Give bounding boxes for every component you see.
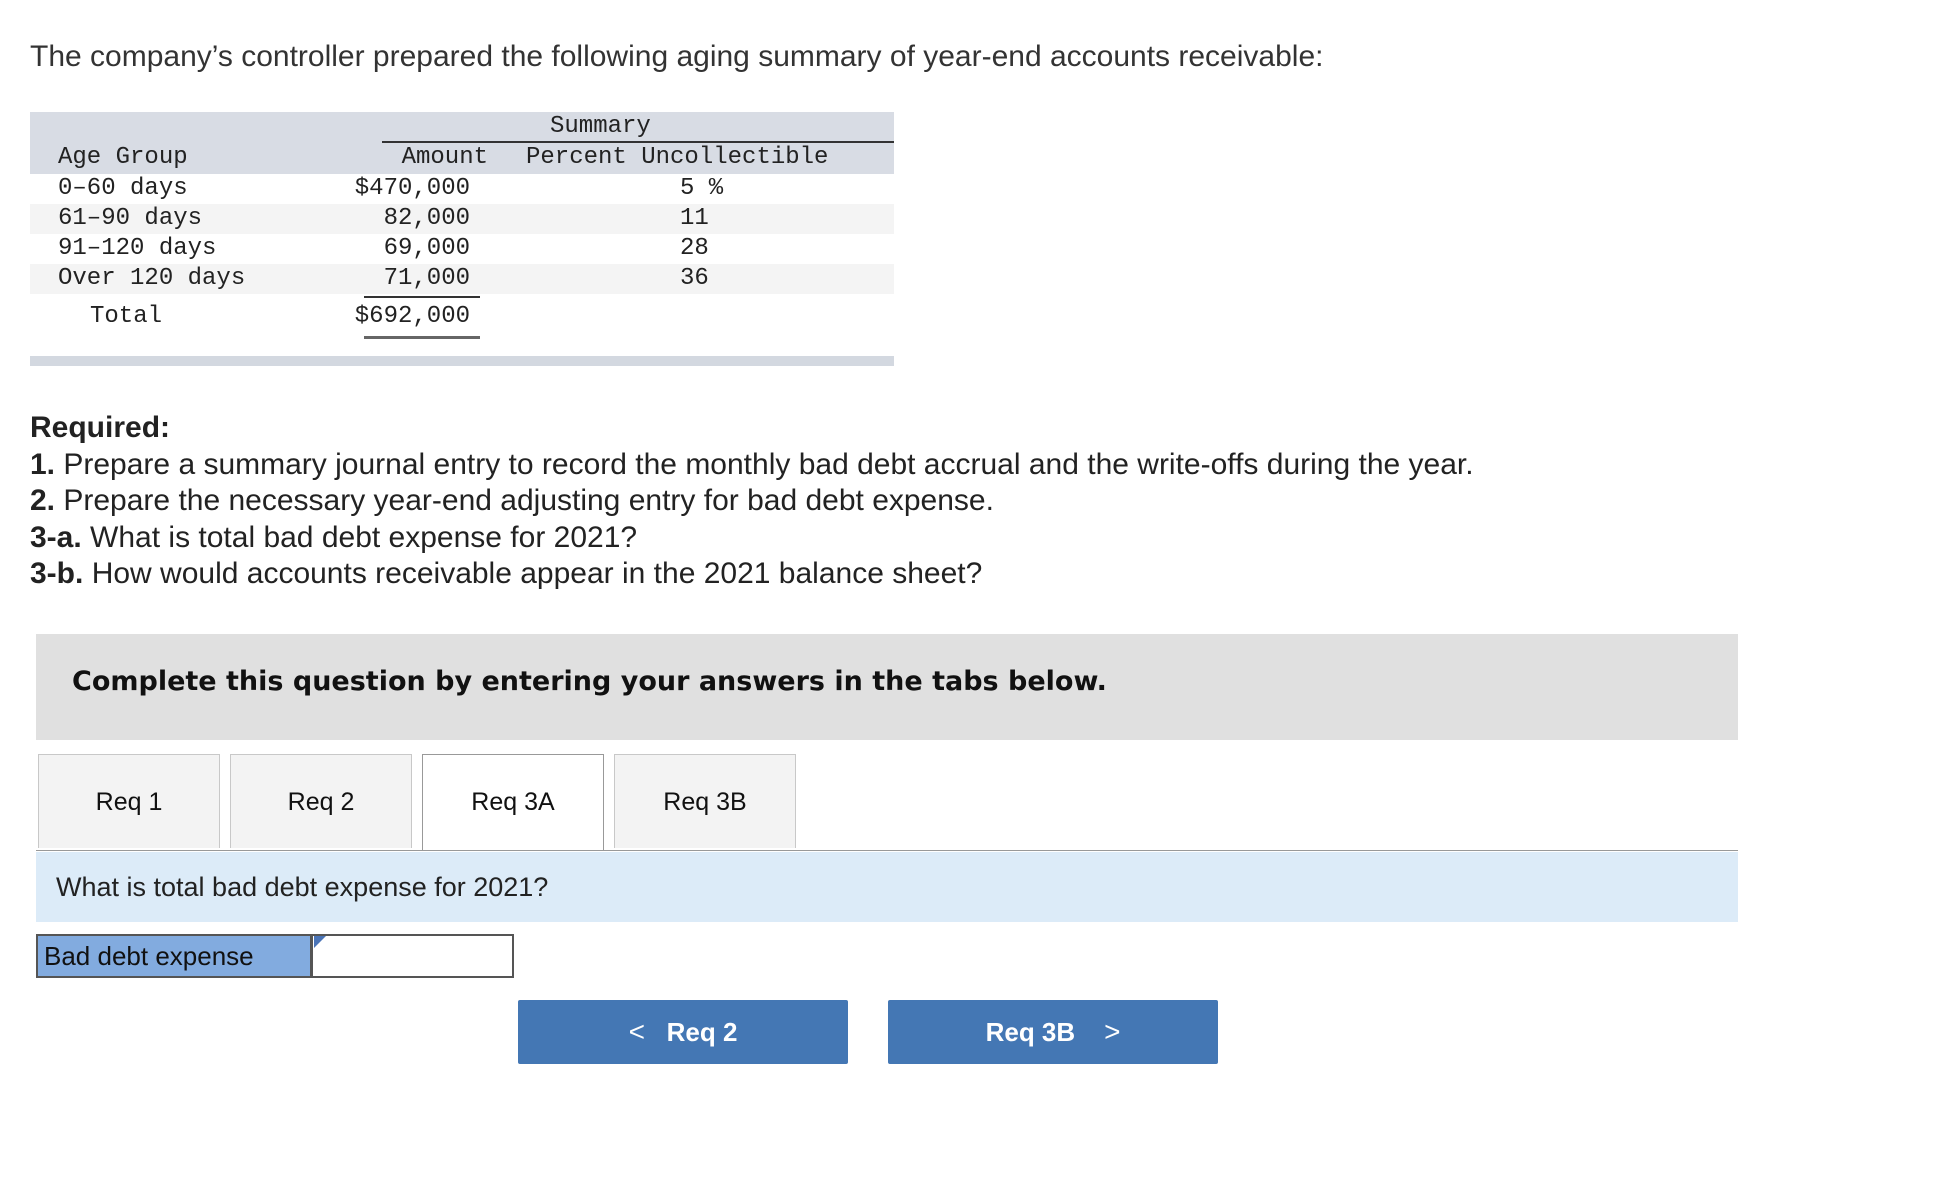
bad-debt-expense-label: Bad debt expense	[36, 934, 312, 978]
required-item-text: What is total bad debt expense for 2021?	[90, 520, 638, 554]
header-amount: Amount	[401, 144, 488, 171]
required-item-text: How would accounts receivable appear in the 2021 balance sheet?	[91, 557, 983, 590]
amount-91-120: 69,000	[383, 235, 470, 262]
age-group-91-120: 91–120 days	[58, 235, 217, 262]
instruction-text: Complete this question by entering your answers in the tabs below.	[72, 666, 1107, 697]
tab-req-1[interactable]: Req 1	[38, 754, 220, 848]
amount-0-60: $470,000	[354, 175, 470, 202]
required-item-3b	[30, 556, 1474, 593]
required-item-3a	[30, 520, 1474, 557]
amount-over-120: 71,000	[383, 265, 470, 292]
table-bottom-bar	[30, 356, 894, 366]
chevron-right-icon: >	[1104, 1016, 1121, 1047]
tab-req-3b[interactable]: Req 3B	[614, 754, 796, 848]
instruction-banner	[36, 634, 1738, 740]
total-amount: $692,000	[354, 303, 470, 330]
aging-summary-table	[30, 112, 894, 366]
required-item-number: 2.	[30, 484, 56, 517]
required-heading: Required:	[30, 411, 171, 444]
input-flag-icon	[314, 936, 326, 948]
subtotal-rule	[364, 296, 480, 298]
tab-req-3a[interactable]: Req 3A	[422, 754, 604, 850]
chevron-left-icon: <	[628, 1016, 645, 1047]
required-item-text: Prepare the necessary year-end adjusting entry for bad debt expense.	[63, 484, 994, 517]
next-req-button[interactable]	[888, 1000, 1218, 1064]
percent-over-120: 36	[680, 265, 709, 292]
age-group-over-120: Over 120 days	[58, 265, 246, 292]
required-item-1	[30, 447, 1474, 484]
total-double-rule	[364, 336, 480, 339]
summary-header: Summary	[550, 113, 651, 140]
total-label: Total	[90, 303, 163, 330]
intro-text: The company’s controller prepared the following aging summary of year-end accounts receivable:	[30, 40, 1324, 73]
tab-underline	[36, 850, 1738, 851]
header-percent-uncollectible: Percent Uncollectible	[526, 144, 829, 171]
required-item-number: 1.	[30, 447, 56, 481]
age-group-61-90: 61–90 days	[58, 205, 203, 232]
percent-0-60: 5 %	[680, 175, 724, 202]
required-section	[30, 410, 1474, 593]
next-req-label: Req 3B	[985, 1017, 1076, 1047]
required-item-number: 3-a.	[30, 520, 82, 554]
prev-req-button[interactable]	[518, 1000, 848, 1064]
header-age-group: Age Group	[58, 144, 188, 171]
required-item-text: Prepare a summary journal entry to record the monthly bad debt accrual and the write-offs during the year.	[63, 447, 1474, 481]
percent-61-90: 11	[680, 205, 709, 232]
percent-91-120: 28	[680, 235, 709, 262]
amount-61-90: 82,000	[383, 205, 470, 232]
required-item-number: 3-b.	[30, 557, 84, 590]
age-group-0-60: 0–60 days	[58, 175, 188, 202]
required-item-2	[30, 483, 1474, 520]
question-text: What is total bad debt expense for 2021?	[56, 872, 549, 902]
question-band	[36, 852, 1738, 922]
tab-req-2[interactable]: Req 2	[230, 754, 412, 848]
bad-debt-expense-input[interactable]	[312, 934, 514, 978]
prev-req-label: Req 2	[666, 1017, 738, 1047]
